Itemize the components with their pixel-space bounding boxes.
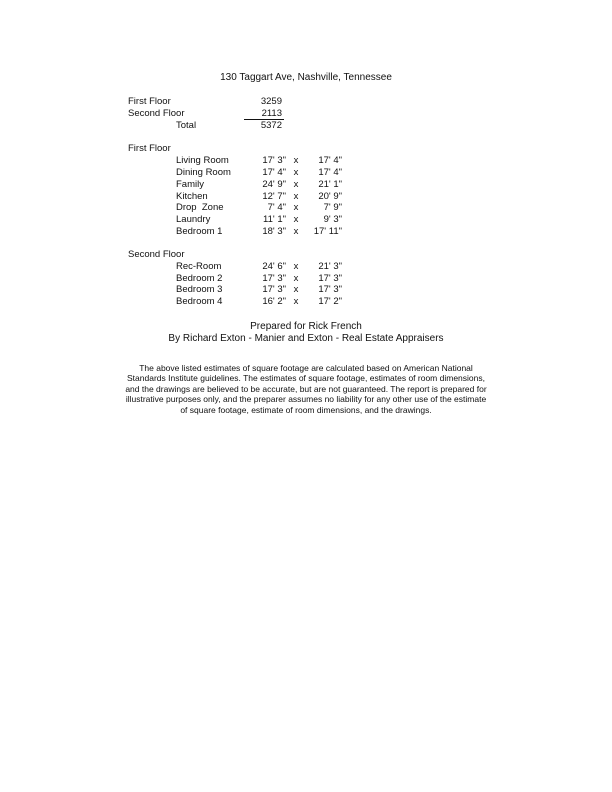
summary-total-value: 5372 bbox=[260, 120, 282, 131]
disclaimer-paragraph: The above listed estimates of square footage are calculated based on American National Standards Institute guidelines. The estimates of square footage, estimates of room dimensions, and the drawings are believed to be accurate, but are not guaranteed. The report is prepared for illustrative purposes only, and the preparer assumes no liability for any other use of the estimate of square footage, estimate of room dimensions, and the drawings. bbox=[125, 363, 487, 415]
room-length: 18' 3" bbox=[262, 226, 286, 237]
summary-first-floor-value: 3259 bbox=[260, 96, 282, 107]
room-dimension-separator: x bbox=[293, 273, 299, 284]
room-width: 21' 1" bbox=[318, 179, 342, 190]
room-name: Bedroom 4 bbox=[176, 296, 223, 307]
room-name: Bedroom 2 bbox=[176, 273, 223, 284]
property-address-title: 130 Taggart Ave, Nashville, Tennessee bbox=[220, 72, 392, 83]
room-dimension-separator: x bbox=[293, 155, 299, 166]
second-floor-heading: Second Floor bbox=[128, 249, 185, 260]
room-width: 17' 2" bbox=[318, 296, 342, 307]
room-name: Dining Room bbox=[176, 167, 231, 178]
room-width: 17' 4" bbox=[318, 155, 342, 166]
room-length: 12' 7" bbox=[262, 191, 286, 202]
room-length: 11' 1" bbox=[263, 214, 286, 225]
room-dimension-separator: x bbox=[293, 296, 299, 307]
summary-first-floor-label: First Floor bbox=[128, 96, 171, 107]
room-length: 17' 3" bbox=[262, 284, 286, 295]
room-dimension-separator: x bbox=[293, 214, 299, 225]
room-dimension-separator: x bbox=[293, 226, 299, 237]
room-length: 17' 3" bbox=[262, 273, 286, 284]
room-length: 7' 4" bbox=[267, 202, 286, 213]
room-name: Kitchen bbox=[176, 191, 208, 202]
room-dimension-separator: x bbox=[293, 191, 299, 202]
room-dimension-separator: x bbox=[293, 284, 299, 295]
room-width: 17' 3" bbox=[318, 273, 342, 284]
room-name: Drop Zone bbox=[176, 202, 224, 213]
prepared-by-line: By Richard Exton - Manier and Exton - Real Estate Appraisers bbox=[168, 333, 444, 344]
room-length: 16' 2" bbox=[262, 296, 286, 307]
prepared-for-line: Prepared for Rick French bbox=[250, 321, 362, 332]
room-dimension-separator: x bbox=[293, 167, 299, 178]
summary-second-floor-label: Second Floor bbox=[128, 108, 185, 119]
summary-total-label: Total bbox=[176, 120, 197, 131]
room-width: 7' 9" bbox=[323, 202, 342, 213]
room-length: 17' 4" bbox=[262, 167, 286, 178]
first-floor-heading: First Floor bbox=[128, 143, 171, 154]
room-length: 17' 3" bbox=[262, 155, 286, 166]
room-name: Living Room bbox=[176, 155, 229, 166]
room-width: 20' 9" bbox=[318, 191, 342, 202]
summary-second-floor-value: 2113 bbox=[261, 108, 282, 119]
room-dimension-separator: x bbox=[293, 261, 299, 272]
room-width: 17' 11" bbox=[313, 226, 342, 237]
room-name: Rec-Room bbox=[176, 261, 222, 272]
room-name: Laundry bbox=[176, 214, 211, 225]
room-width: 9' 3" bbox=[323, 214, 342, 225]
room-name: Bedroom 1 bbox=[176, 226, 223, 237]
room-width: 21' 3" bbox=[318, 261, 342, 272]
room-name: Family bbox=[176, 179, 204, 190]
room-length: 24' 6" bbox=[262, 261, 286, 272]
room-dimension-separator: x bbox=[293, 202, 299, 213]
room-width: 17' 3" bbox=[318, 284, 342, 295]
room-length: 24' 9" bbox=[262, 179, 286, 190]
room-name: Bedroom 3 bbox=[176, 284, 223, 295]
room-width: 17' 4" bbox=[318, 167, 342, 178]
room-dimension-separator: x bbox=[293, 179, 299, 190]
